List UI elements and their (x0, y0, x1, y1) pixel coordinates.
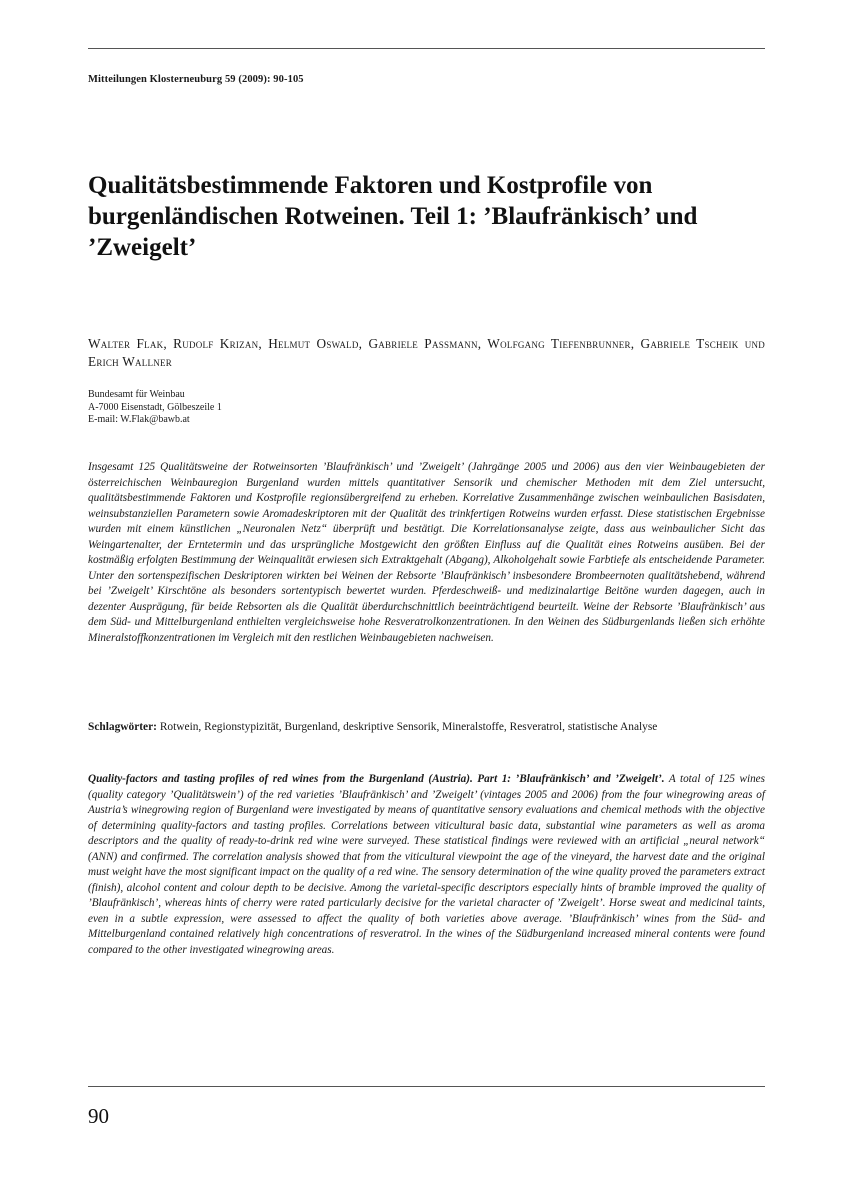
author-list: Walter Flak, Rudolf Krizan, Helmut Oswald, Gabriele Passmann, Wolfgang Tiefenbrunner, Gabriele Tscheik und Erich Wallner (88, 336, 765, 369)
abstract-german: Insgesamt 125 Qualitätsweine der Rotweinsorten ’Blaufränkisch’ und ’Zweigelt’ (Jahrgänge 2005 und 2006) aus den vier Weinbaugebieten der österreichischen Weinbauregion Burgenland wurden mittels quantitativer Sensorik und chemischer Methoden mit dem Ziel untersucht, qualitätsbestimmende Faktoren und Kostprofile regionsübergreifend zu erheben. Korrelative Zusammenhänge zwischen weinbaulichen Basisdaten, weinsubstanziellen Parametern sowie Aromadeskriptoren mit der Qualität des trinkfertigen Rotweins wurden erfasst. Diese statistischen Ergebnisse wurden mit einem künstlichen „Neuronalen Netz“ überprüft und bestätigt. Die Korrelationsanalyse zeigte, dass aus weinbaulicher Sicht das Weingartenalter, der Erntetermin und das ursprüngliche Mostgewicht den größten Einfluss auf die Qualität eines Rotweins ausüben. Bei der kostmäßig erfolgten Bestimmung der Weinqualität erwiesen sich Extraktgehalt (Abgang), Alkoholgehalt sowie Farbtiefe als entscheidende Parameter. Unter den sortenspezifischen Deskriptoren wirkten bei Weinen der Rebsorte ’Blaufränkisch’ insbesondere Brombeernoten qualitätshebend, während bei ’Zweigelt’ Kirschtöne als besonders sortentypisch bewertet wurden. Pferdeschweiß- und medizinalartige Beitöne wurden dagegen, auch in dezenter Ausprägung, für beide Rebsorten als die Qualität überdurchschnittlich beeinträchtigend beurteilt. Weine der Rebsorte ’Blaufränkisch’ aus dem Süd- und Mittelburgenland enthielten vergleichsweise hohe Resveratrolkonzentrationen. In den Weinen des Südburgenlands ließen sich erhöhte Mineralstoffkonzentrationen im Vergleich mit den restlichen Weinbaugebieten nachweisen. (88, 461, 765, 644)
keywords-line (88, 720, 765, 736)
keywords-text: Rotwein, Regionstypizität, Burgenland, deskriptive Sensorik, Mineralstoffe, Resveratrol, statistische Analyse (159, 721, 658, 733)
header-rule (88, 48, 765, 49)
english-abstract-text: A total of 125 wines (quality category ’Qualitätswein’) of the red varieties ’Blaufränkisch’ and ’Zweigelt’ (vintages 2005 and 2006) from the four winegrowing areas of Austria’s winegrowing region of Burgenland were investigated by means of quantitative sensory evaluations and chemical methods with the objective of determining quality-factors and tasting profiles. Correlations between viticultural basic data, substantial wine parameters as well as aroma descriptors and the quality of ready-to-drink red wine were surveyed. These statistical findings were reviewed with an artificial „neural network“ (ANN) and confirmed. The correlation analysis showed that from the viticultural viewpoint the age of the vineyard, the harvest date and the original must weight have the most significant impact on the quality of a red wine. The sensory determination of the wine quality proved the parameters extract (finish), alcohol content and colour depth to be decisive. Among the varietal-specific descriptors especially hints of bramble improved the quality of ’Blaufränkisch’, whereas hints of cherry were rated particularly decisive for the varietal character of ’Zweigelt’. Horse sweat and medicinal taints, even in a subtle expression, were assessed to affect the quality of both varieties above average. ’Blaufränkisch’ wines from the Süd- and Mittelburgenland contained relatively high concentrations of resveratrol. In the wines of the Südburgenland increased mineral contents were found compared to the other investigated winegrowing areas. (88, 773, 765, 956)
article-title: Qualitätsbestimmende Faktoren und Kostprofile von burgenländischen Rotweinen. Teil 1: ’Blaufränkisch’ und ’Zweigelt’ (88, 172, 698, 261)
abstract-english (88, 772, 765, 958)
page-number: 90 (88, 1104, 109, 1128)
journal-citation: Mitteilungen Klosterneuburg 59 (2009): 90-105 (88, 74, 304, 85)
english-title: Quality-factors and tasting profiles of red wines from the Burgenland (Austria). Part 1: ’Blaufränkisch’ and ’Zweigelt’. (88, 773, 665, 785)
affiliation-address: A-7000 Eisenstadt, Gölbeszeile 1 (88, 401, 222, 413)
footer-rule (88, 1086, 765, 1087)
affiliation-institution: Bundesamt für Weinbau (88, 389, 185, 400)
affiliation-email[interactable]: E-mail: W.Flak@bawb.at (88, 414, 190, 425)
keywords-label: Schlagwörter: (88, 721, 157, 733)
affiliation-block (88, 389, 222, 427)
